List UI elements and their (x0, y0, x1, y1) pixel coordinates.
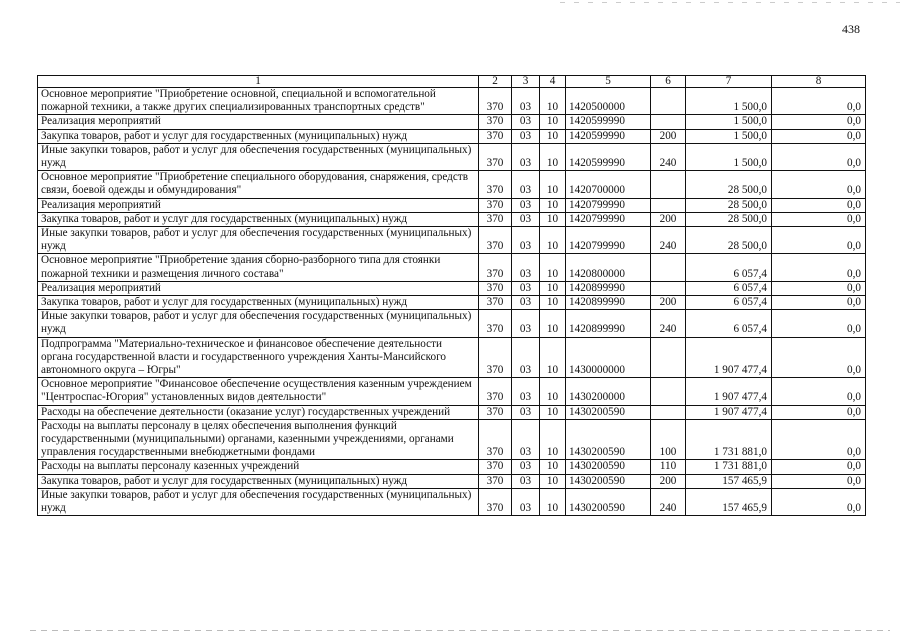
cell-target-article: 1430200590 (566, 488, 651, 515)
cell-expense-type: 200 (651, 212, 686, 226)
cell-ministry: 370 (479, 115, 512, 129)
cell-ministry: 370 (479, 143, 512, 170)
cell-amount: 1 907 477,4 (686, 378, 772, 405)
cell-target-article: 1420899990 (566, 281, 651, 295)
cell-section: 03 (512, 310, 540, 337)
table-row (38, 115, 866, 129)
cell-target-article: 1430200590 (566, 419, 651, 460)
cell-amount-2: 0,0 (772, 115, 866, 129)
cell-subsection: 10 (540, 310, 566, 337)
table-header-row (38, 76, 866, 88)
column-header: 6 (651, 76, 686, 88)
column-header: 8 (772, 76, 866, 88)
row-description: Основное мероприятие "Финансовое обеспечение осуществления казенным учреждением "Центроспас-Югория" установленных видов деятельности" (38, 378, 479, 405)
cell-subsection: 10 (540, 460, 566, 474)
cell-subsection: 10 (540, 419, 566, 460)
cell-section: 03 (512, 88, 540, 115)
table-row (38, 405, 866, 419)
cell-section: 03 (512, 212, 540, 226)
row-description: Расходы на обеспечение деятельности (оказание услуг) государственных учреждений (38, 405, 479, 419)
cell-expense-type: 240 (651, 227, 686, 254)
budget-table (37, 75, 866, 516)
cell-ministry: 370 (479, 460, 512, 474)
cell-expense-type: 110 (651, 460, 686, 474)
column-header: 2 (479, 76, 512, 88)
cell-amount: 28 500,0 (686, 212, 772, 226)
cell-expense-type (651, 405, 686, 419)
cell-ministry: 370 (479, 474, 512, 488)
cell-section: 03 (512, 296, 540, 310)
cell-target-article: 1430000000 (566, 337, 651, 378)
cell-expense-type: 200 (651, 474, 686, 488)
cell-target-article: 1430200000 (566, 378, 651, 405)
cell-expense-type (651, 254, 686, 281)
cell-amount-2: 0,0 (772, 198, 866, 212)
cell-section: 03 (512, 227, 540, 254)
cell-section: 03 (512, 460, 540, 474)
cell-subsection: 10 (540, 337, 566, 378)
row-description: Реализация мероприятий (38, 115, 479, 129)
table-row (38, 488, 866, 515)
cell-amount-2: 0,0 (772, 378, 866, 405)
cell-ministry: 370 (479, 310, 512, 337)
cell-amount-2: 0,0 (772, 227, 866, 254)
cell-subsection: 10 (540, 281, 566, 295)
cell-subsection: 10 (540, 212, 566, 226)
cell-section: 03 (512, 488, 540, 515)
cell-target-article: 1420500000 (566, 88, 651, 115)
cell-amount: 1 500,0 (686, 88, 772, 115)
row-description: Основное мероприятие "Приобретение основной, специальной и вспомогательной пожарной техники, а также других специализированных транспортных средств" (38, 88, 479, 115)
cell-target-article: 1430200590 (566, 460, 651, 474)
cell-target-article: 1430200590 (566, 405, 651, 419)
cell-ministry: 370 (479, 171, 512, 198)
cell-amount: 1 500,0 (686, 143, 772, 170)
cell-expense-type (651, 115, 686, 129)
cell-subsection: 10 (540, 488, 566, 515)
cell-amount: 1 731 881,0 (686, 419, 772, 460)
cell-expense-type: 240 (651, 310, 686, 337)
cell-section: 03 (512, 405, 540, 419)
row-description: Основное мероприятие "Приобретение здания сборно-разборного типа для стоянки пожарной техники и размещения личного состава" (38, 254, 479, 281)
cell-amount-2: 0,0 (772, 405, 866, 419)
cell-amount: 6 057,4 (686, 310, 772, 337)
cell-expense-type (651, 378, 686, 405)
table-row (38, 227, 866, 254)
cell-subsection: 10 (540, 227, 566, 254)
cell-section: 03 (512, 474, 540, 488)
cell-subsection: 10 (540, 143, 566, 170)
table-row (38, 198, 866, 212)
scan-artifact-top (560, 2, 900, 3)
row-description: Иные закупки товаров, работ и услуг для обеспечения государственных (муниципальных) нужд (38, 143, 479, 170)
row-description: Иные закупки товаров, работ и услуг для обеспечения государственных (муниципальных) нужд (38, 227, 479, 254)
cell-amount: 28 500,0 (686, 227, 772, 254)
cell-amount-2: 0,0 (772, 212, 866, 226)
cell-section: 03 (512, 378, 540, 405)
cell-ministry: 370 (479, 488, 512, 515)
table-row (38, 460, 866, 474)
cell-amount: 6 057,4 (686, 296, 772, 310)
cell-expense-type (651, 281, 686, 295)
cell-ministry: 370 (479, 405, 512, 419)
cell-expense-type: 200 (651, 296, 686, 310)
row-description: Реализация мероприятий (38, 281, 479, 295)
cell-amount-2: 0,0 (772, 460, 866, 474)
cell-amount-2: 0,0 (772, 419, 866, 460)
cell-ministry: 370 (479, 129, 512, 143)
cell-ministry: 370 (479, 88, 512, 115)
cell-ministry: 370 (479, 337, 512, 378)
row-description: Закупка товаров, работ и услуг для государственных (муниципальных) нужд (38, 129, 479, 143)
cell-target-article: 1420799990 (566, 212, 651, 226)
cell-section: 03 (512, 129, 540, 143)
table-row (38, 296, 866, 310)
cell-amount-2: 0,0 (772, 129, 866, 143)
row-description: Закупка товаров, работ и услуг для государственных (муниципальных) нужд (38, 296, 479, 310)
table-row (38, 281, 866, 295)
cell-ministry: 370 (479, 281, 512, 295)
column-header: 5 (566, 76, 651, 88)
cell-target-article: 1420599990 (566, 129, 651, 143)
cell-amount-2: 0,0 (772, 171, 866, 198)
cell-amount: 28 500,0 (686, 171, 772, 198)
cell-target-article: 1420599990 (566, 143, 651, 170)
table-row (38, 310, 866, 337)
cell-expense-type (651, 337, 686, 378)
row-description: Основное мероприятие "Приобретение специального оборудования, снаряжения, средств связи, боевой одежды и обмундирования" (38, 171, 479, 198)
table-row (38, 88, 866, 115)
row-description: Реализация мероприятий (38, 198, 479, 212)
table-row (38, 171, 866, 198)
cell-ministry: 370 (479, 198, 512, 212)
cell-subsection: 10 (540, 129, 566, 143)
cell-target-article: 1420700000 (566, 171, 651, 198)
cell-target-article: 1420800000 (566, 254, 651, 281)
table-row (38, 337, 866, 378)
cell-amount: 1 500,0 (686, 115, 772, 129)
column-header: 7 (686, 76, 772, 88)
cell-amount: 1 731 881,0 (686, 460, 772, 474)
cell-subsection: 10 (540, 171, 566, 198)
cell-target-article: 1430200590 (566, 474, 651, 488)
cell-subsection: 10 (540, 378, 566, 405)
cell-subsection: 10 (540, 254, 566, 281)
column-header: 1 (38, 76, 479, 88)
cell-expense-type (651, 171, 686, 198)
cell-amount-2: 0,0 (772, 281, 866, 295)
table-row (38, 143, 866, 170)
cell-amount-2: 0,0 (772, 296, 866, 310)
cell-ministry: 370 (479, 254, 512, 281)
table-row (38, 474, 866, 488)
cell-amount-2: 0,0 (772, 474, 866, 488)
cell-subsection: 10 (540, 115, 566, 129)
cell-section: 03 (512, 115, 540, 129)
cell-target-article: 1420799990 (566, 227, 651, 254)
cell-amount: 1 500,0 (686, 129, 772, 143)
cell-section: 03 (512, 419, 540, 460)
cell-subsection: 10 (540, 296, 566, 310)
cell-ministry: 370 (479, 378, 512, 405)
table-row (38, 419, 866, 460)
cell-section: 03 (512, 281, 540, 295)
table-row (38, 254, 866, 281)
cell-ministry: 370 (479, 227, 512, 254)
cell-subsection: 10 (540, 88, 566, 115)
cell-ministry: 370 (479, 296, 512, 310)
cell-expense-type: 240 (651, 143, 686, 170)
cell-section: 03 (512, 198, 540, 212)
cell-section: 03 (512, 171, 540, 198)
page-number: 438 (842, 22, 860, 36)
table-row (38, 129, 866, 143)
cell-amount: 6 057,4 (686, 254, 772, 281)
cell-amount: 157 465,9 (686, 474, 772, 488)
cell-ministry: 370 (479, 212, 512, 226)
cell-target-article: 1420799990 (566, 198, 651, 212)
cell-amount-2: 0,0 (772, 88, 866, 115)
cell-amount: 1 907 477,4 (686, 337, 772, 378)
row-description: Расходы на выплаты персоналу казенных учреждений (38, 460, 479, 474)
cell-section: 03 (512, 337, 540, 378)
cell-expense-type: 100 (651, 419, 686, 460)
row-description: Иные закупки товаров, работ и услуг для обеспечения государственных (муниципальных) нужд (38, 488, 479, 515)
row-description: Закупка товаров, работ и услуг для государственных (муниципальных) нужд (38, 212, 479, 226)
cell-expense-type: 240 (651, 488, 686, 515)
table-row (38, 378, 866, 405)
cell-target-article: 1420599990 (566, 115, 651, 129)
row-description: Подпрограмма "Материально-техническое и финансовое обеспечение деятельности органа государственной власти и государственного учреждения Ханты-Мансийского автономного округа – Югры" (38, 337, 479, 378)
cell-subsection: 10 (540, 405, 566, 419)
column-header: 4 (540, 76, 566, 88)
cell-subsection: 10 (540, 198, 566, 212)
cell-amount-2: 0,0 (772, 310, 866, 337)
cell-amount-2: 0,0 (772, 143, 866, 170)
cell-target-article: 1420899990 (566, 296, 651, 310)
cell-amount-2: 0,0 (772, 254, 866, 281)
cell-amount: 6 057,4 (686, 281, 772, 295)
cell-ministry: 370 (479, 419, 512, 460)
cell-amount-2: 0,0 (772, 488, 866, 515)
cell-expense-type: 200 (651, 129, 686, 143)
cell-amount: 157 465,9 (686, 488, 772, 515)
table-row (38, 212, 866, 226)
cell-amount-2: 0,0 (772, 337, 866, 378)
cell-section: 03 (512, 143, 540, 170)
cell-subsection: 10 (540, 474, 566, 488)
column-header: 3 (512, 76, 540, 88)
cell-section: 03 (512, 254, 540, 281)
cell-expense-type (651, 198, 686, 212)
cell-amount: 28 500,0 (686, 198, 772, 212)
cell-amount: 1 907 477,4 (686, 405, 772, 419)
cell-target-article: 1420899990 (566, 310, 651, 337)
row-description: Закупка товаров, работ и услуг для государственных (муниципальных) нужд (38, 474, 479, 488)
cell-expense-type (651, 88, 686, 115)
row-description: Расходы на выплаты персоналу в целях обеспечения выполнения функций государственными (муниципальными) органами, казенными учреждениями, органами управления государственными внебюджетными фондами (38, 419, 479, 460)
scan-artifact-bottom (30, 630, 890, 631)
row-description: Иные закупки товаров, работ и услуг для обеспечения государственных (муниципальных) нужд (38, 310, 479, 337)
